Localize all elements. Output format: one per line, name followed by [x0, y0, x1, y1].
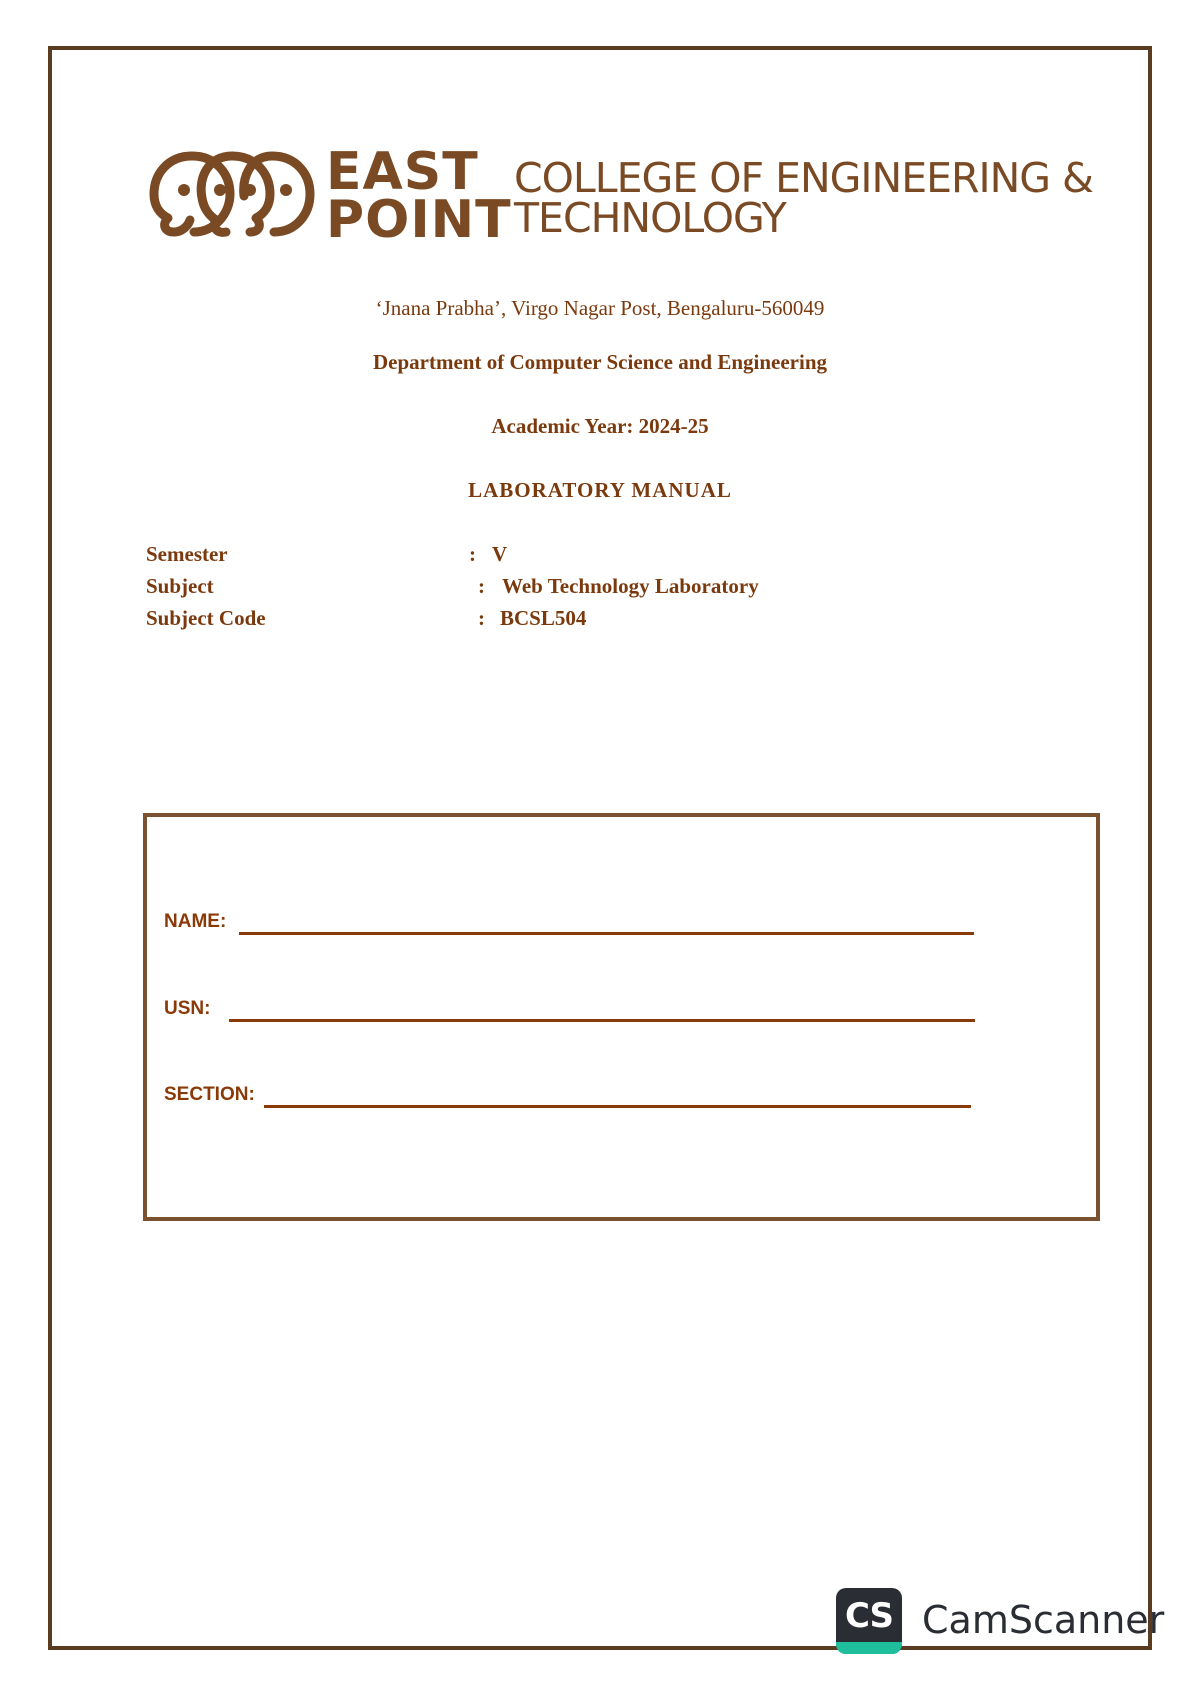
course-info-row-semester	[146, 542, 946, 574]
subject-code-colon: :	[478, 606, 485, 630]
course-info-row-subject	[146, 574, 946, 606]
logo-point-text: POINT	[326, 190, 512, 250]
course-info-row-subject-code	[146, 606, 946, 638]
college-logo	[146, 138, 1126, 248]
camscanner-badge-strip	[836, 1642, 902, 1654]
subject-label: Subject	[146, 574, 214, 598]
name-label: NAME:	[164, 911, 227, 932]
student-details-box	[143, 813, 1100, 1221]
name-input-line[interactable]	[239, 932, 974, 935]
college-address: ‘Jnana Prabha’, Virgo Nagar Post, Bengaluru-560049	[375, 296, 825, 320]
subject-code-label: Subject Code	[146, 606, 266, 630]
usn-input-line[interactable]	[229, 1019, 975, 1022]
academic-year: Academic Year: 2024-25	[491, 414, 709, 438]
section-label: SECTION:	[164, 1084, 255, 1105]
logo-east-text: EAST	[326, 142, 479, 202]
department-name: Department of Computer Science and Engineering	[373, 350, 827, 374]
subject-value: Web Technology Laboratory	[502, 574, 759, 598]
camscanner-watermark: CamScanner	[922, 1598, 1165, 1642]
section-input-line[interactable]	[264, 1105, 971, 1108]
semester-label: Semester	[146, 542, 228, 566]
semester-value: V	[492, 542, 508, 566]
college-name-line2: TECHNOLOGY	[514, 194, 786, 242]
camscanner-badge-text: CS	[844, 1596, 894, 1636]
east-point-faces-logo-icon	[146, 144, 318, 242]
subject-colon: :	[478, 574, 485, 598]
camscanner-logo-icon	[836, 1588, 902, 1654]
semester-colon: :	[469, 542, 476, 566]
usn-label: USN:	[164, 998, 211, 1019]
subject-code-value: BCSL504	[500, 606, 587, 630]
college-name-line1: COLLEGE OF ENGINEERING &	[514, 154, 1094, 202]
document-title: LABORATORY MANUAL	[468, 478, 732, 502]
course-info	[146, 542, 946, 638]
